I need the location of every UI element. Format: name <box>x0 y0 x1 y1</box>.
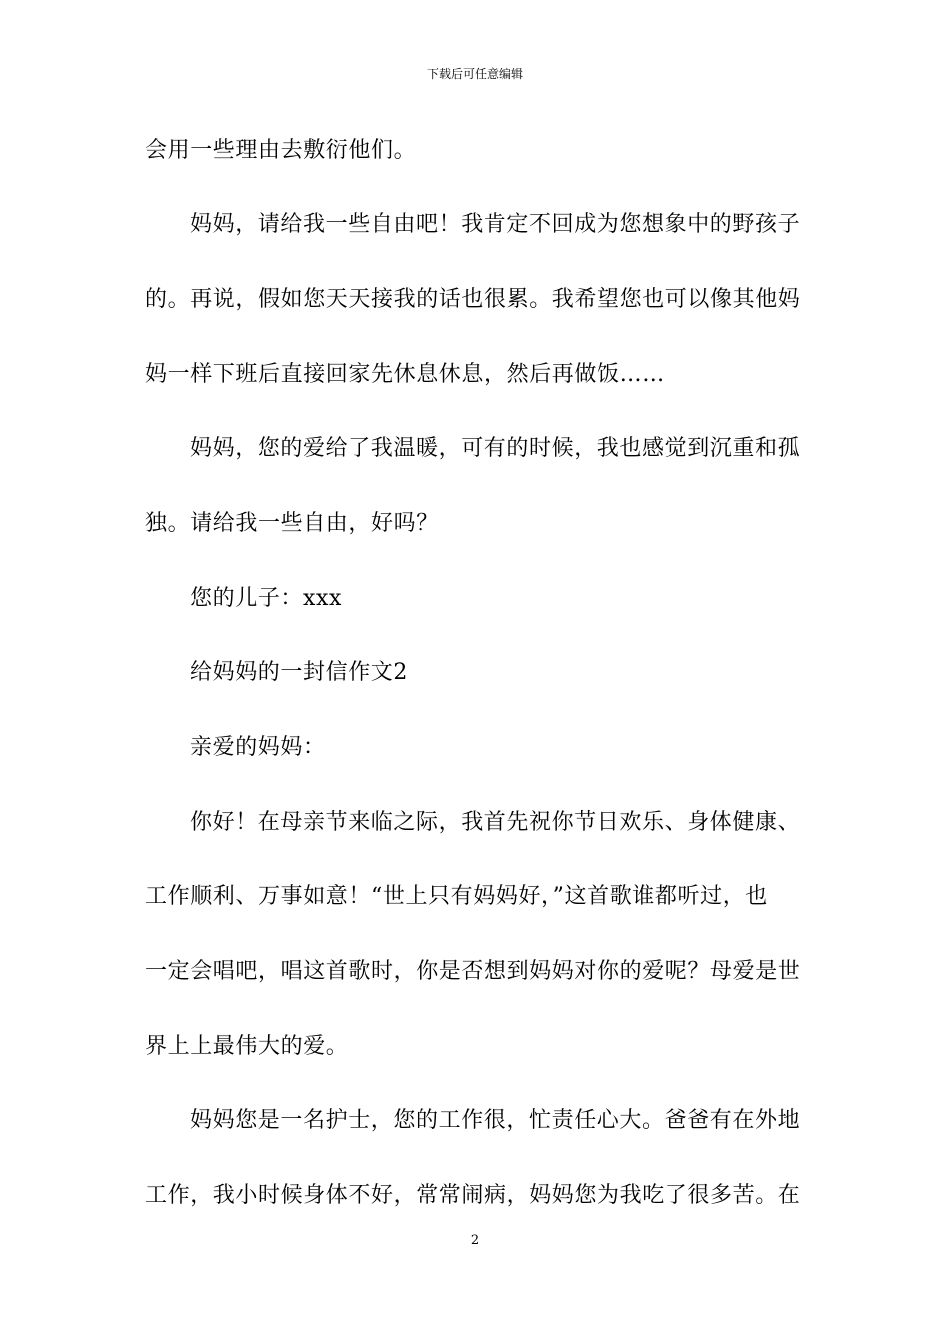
text-line: 界上上最伟大的爱。 <box>145 1034 349 1059</box>
signature-line: 您的儿子：xxx <box>190 586 343 611</box>
salutation-line: 亲爱的妈妈： <box>190 735 326 760</box>
text-line: 妈一样下班后直接回家先休息休息，然后再做饭…… <box>145 362 665 387</box>
text-line: 妈妈，您的爱给了我温暖，可有的时候，我也感觉到沉重和孤 <box>190 436 801 461</box>
text-line: 一定会唱吧，唱这首歌时，你是否想到妈妈对你的爱呢？母爱是世 <box>145 959 801 984</box>
section-title: 给妈妈的一封信作文2 <box>190 660 408 685</box>
text-line: 独。请给我一些自由，好吗？ <box>145 511 439 536</box>
text-line: 工作顺利、万事如意！“世上只有妈妈好，”这首歌谁都听过，也 <box>145 884 768 909</box>
text-line: 妈妈，请给我一些自由吧！我肯定不回成为您想象中的野孩子 <box>190 212 801 237</box>
text-line: 你好！在母亲节来临之际，我首先祝你节日欢乐、身体健康、 <box>190 810 801 835</box>
text-line: 的。再说，假如您天天接我的话也很累。我希望您也可以像其他妈 <box>145 287 801 312</box>
page-number: 2 <box>470 1233 480 1248</box>
text-line: 工作，我小时候身体不好，常常闹病，妈妈您为我吃了很多苦。在 <box>145 1183 801 1208</box>
text-line: 会用一些理由去敷衍他们。 <box>145 138 417 163</box>
page-header: 下载后可任意编辑 <box>426 67 523 81</box>
text-line: 妈妈您是一名护士，您的工作很，忙责任心大。爸爸有在外地 <box>190 1108 801 1133</box>
